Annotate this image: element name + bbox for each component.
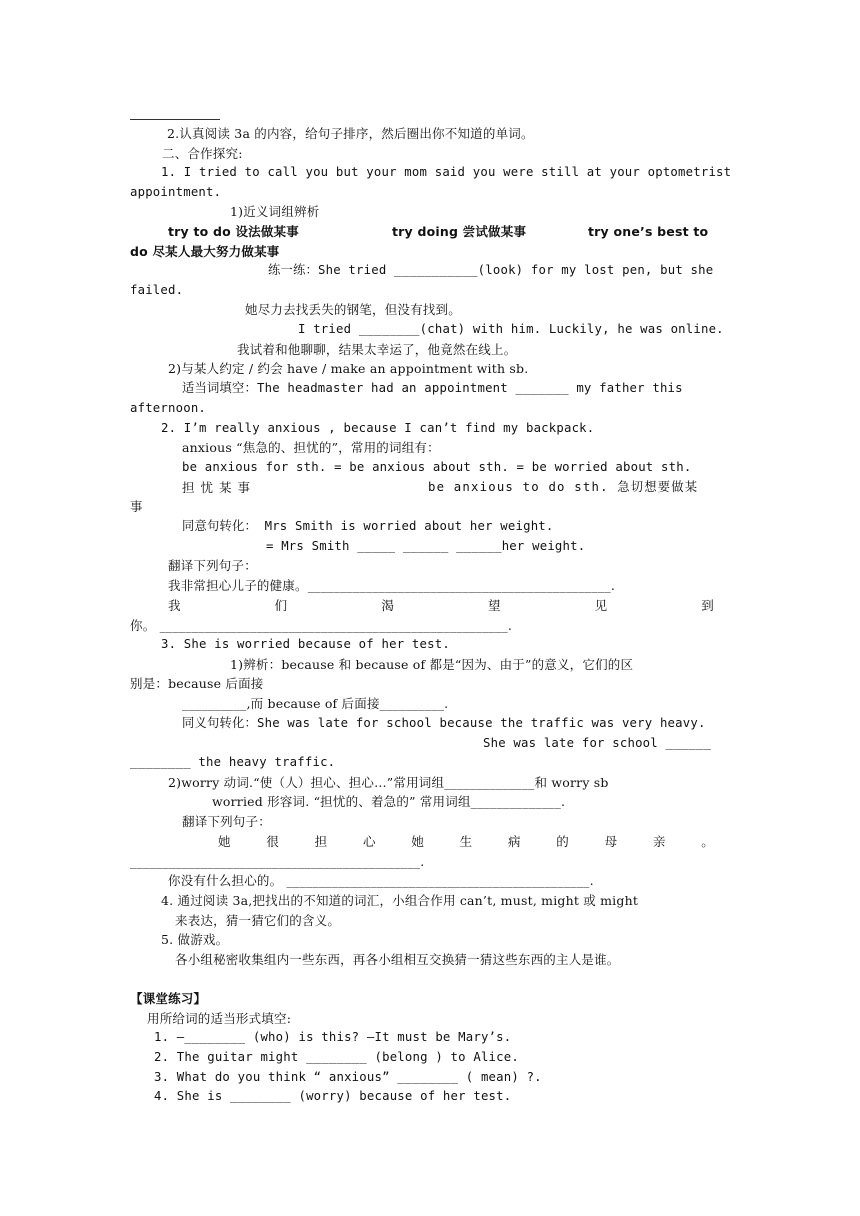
exercise-3: 3. What do you think “ anxious” ________ ( mean) ?. [154, 1070, 542, 1084]
anxious-meaning-2-cont: 事 [130, 499, 143, 514]
exercise-4: 4. She is ________ (worry) because of her test. [154, 1089, 512, 1103]
exercise-2: 2. The guitar might ________ (belong ) to Alice. [154, 1050, 519, 1064]
sentence-1-cont: appointment. [130, 185, 222, 199]
fill-in-appointment: 适当词填空：The headmaster had an appointment _______ my father this [182, 381, 683, 395]
transform-because-blank: She was late for school ______ [483, 736, 712, 750]
char: 心 [362, 834, 376, 849]
top-rule [130, 119, 220, 120]
transform-worried: 同意句转化： Mrs Smith is worried about her weight. [182, 519, 554, 533]
sentence-3: 3. She is worried because of her test. [161, 637, 450, 651]
char: 很 [266, 834, 280, 849]
step-4-cont: 来表达，猜一猜它们的含义。 [175, 913, 341, 928]
char: 担 [314, 834, 328, 849]
practice-2: I tried ________(chat) with him. Luckily, he was online. [298, 322, 724, 336]
phrase-try-best: try one’s best to [588, 224, 709, 239]
char: 到 [701, 598, 714, 613]
because-analysis: 1)辨析：because 和 because of 都是“因为、由于”的意义，它们的区 [230, 657, 634, 672]
anxious-meaning-2: be anxious to do sth. 急切想要做某 [428, 480, 699, 494]
section-heading-practice: 【课堂练习】 [130, 991, 207, 1006]
char: 。 [701, 834, 714, 849]
exercise-1: 1. —________ (who) is this? —It must be Mary’s. [154, 1030, 512, 1044]
translate-mother-row [218, 832, 714, 852]
worried-adjective: worried 形容词. “担忧的、着急的” 常用词组______________. [212, 794, 566, 809]
char: 们 [274, 598, 288, 613]
transform-because: 同义句转化：She was late for school because the traffic was very heavy. [182, 716, 706, 730]
anxious-meaning-1: 担忧某事 [182, 480, 257, 495]
translate-longing-cont: 你。 ______________________________________________________. [130, 618, 513, 633]
because-blanks: __________,而 because of 后面接__________. [182, 696, 449, 711]
practice-1: 练一练：She tried ___________(look) for my lost pen, but she [268, 263, 714, 277]
translate-heading-2: 翻译下列句子： [182, 814, 271, 829]
sentence-1: 1. I tried to call you but your mom said you were still at your optometrist [161, 165, 732, 179]
practice-1-translation: 她尽力去找丢失的钢笔，但没有找到。 [245, 302, 461, 317]
char: 我 [168, 598, 181, 613]
phrase-try-to-do: try to do 设法做某事 [168, 224, 299, 239]
instruction-read-3a: 2.认真阅读 3a 的内容，给句子排序，然后圈出你不知道的单词。 [167, 126, 534, 141]
char: 渴 [381, 598, 395, 613]
char: 见 [594, 598, 608, 613]
fill-in-appointment-cont: afternoon. [130, 401, 207, 415]
subheading-synonym: 1)近义词组辨析 [230, 204, 320, 219]
practice-2-translation: 我试着和他聊聊，结果太幸运了，他竟然在线上。 [237, 342, 517, 357]
anxious-definition: anxious “焦急的、担忧的”，常用的词组有： [182, 440, 440, 455]
anxious-phrases: be anxious for sth. = be anxious about sth. = be worried about sth. [182, 460, 692, 474]
practice-1-cont: failed. [130, 283, 184, 297]
translate-heading-1: 翻译下列句子： [168, 558, 257, 573]
char: 望 [487, 598, 501, 613]
translate-mother-blank: _____________________________________________. [130, 854, 425, 869]
phrase-try-doing: try doing 尝试做某事 [392, 224, 527, 239]
step-5: 5. 做游戏。 [161, 932, 229, 947]
subheading-appointment: 2)与某人约定 / 约会 have / make an appointment with sb. [168, 361, 529, 376]
char: 生 [459, 834, 473, 849]
char: 母 [604, 834, 618, 849]
translate-son-health: 我非常担心儿子的健康。_______________________________________________. [168, 578, 616, 593]
char: 的 [556, 834, 569, 849]
char: 她 [218, 834, 231, 849]
step-4: 4. 通过阅读 3a,把找出的不知道的词汇，小组合作用 can’t, must, might 或 might [161, 893, 639, 908]
translate-nothing-worry: 你没有什么担心的。 _______________________________________________. [168, 873, 594, 888]
worry-verb: 2)worry 动词.“使（人）担心、担心…”常用词组______________和 worry sb [168, 775, 609, 790]
char: 病 [507, 834, 521, 849]
because-analysis-cont: 别是：because 后面接 [130, 676, 264, 691]
sentence-2: 2. I’m really anxious , because I can’t find my backpack. [161, 421, 595, 435]
section-heading-cooperative: 二、合作探究: [162, 146, 243, 161]
translate-longing-row [168, 596, 714, 616]
step-5-detail: 各小组秘密收集组内一些东西，再各小组相互交换猜一猜这些东西的主人是谁。 [175, 952, 620, 967]
char: 亲 [652, 834, 666, 849]
char: 她 [411, 834, 425, 849]
practice-instruction: 用所给词的适当形式填空: [147, 1011, 292, 1026]
transform-because-cont: ________ the heavy traffic. [130, 755, 336, 769]
transform-worried-blank: = Mrs Smith _____ ______ ______her weight. [266, 539, 586, 553]
phrase-try-best-cont: do 尽某人最大努力做某事 [130, 244, 280, 259]
